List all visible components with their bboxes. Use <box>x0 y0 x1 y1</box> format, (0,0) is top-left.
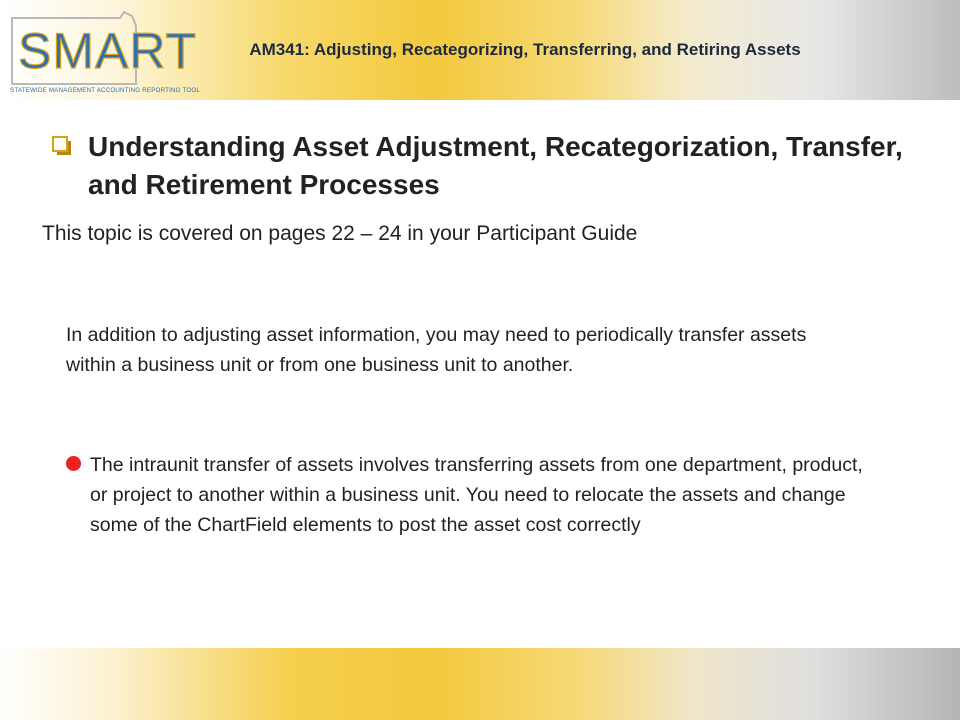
list-item-text: The intraunit transfer of assets involves transferring assets from one department, product, or project to another within a business unit. You need to relocate the assets and change some of the ChartField elements to post the asset cost correctly <box>90 454 863 536</box>
footer-banner <box>0 648 960 720</box>
topic-heading <box>52 128 912 204</box>
svg-text:STATEWIDE MANAGEMENT ACCOUNTIN: STATEWIDE MANAGEMENT ACCOUNTING REPORTING TOOL <box>10 87 201 94</box>
red-dot-bullet-icon <box>66 456 81 471</box>
page-reference-text: This topic is covered on pages 22 – 24 in your Participant Guide <box>42 222 638 245</box>
topic-title: Understanding Asset Adjustment, Recategorization, Transfer, and Retirement Processes <box>88 131 903 200</box>
smart-logo <box>2 4 201 96</box>
svg-text:SMART: SMART <box>18 23 198 79</box>
square-bullet-icon <box>52 136 72 156</box>
list-item <box>66 450 866 540</box>
page-title: AM341: Adjusting, Recategorizing, Transferring, and Retiring Assets <box>249 40 801 59</box>
intro-paragraph: In addition to adjusting asset information, you may need to periodically transfer assets within a business unit or from one business unit to another. <box>66 324 807 376</box>
